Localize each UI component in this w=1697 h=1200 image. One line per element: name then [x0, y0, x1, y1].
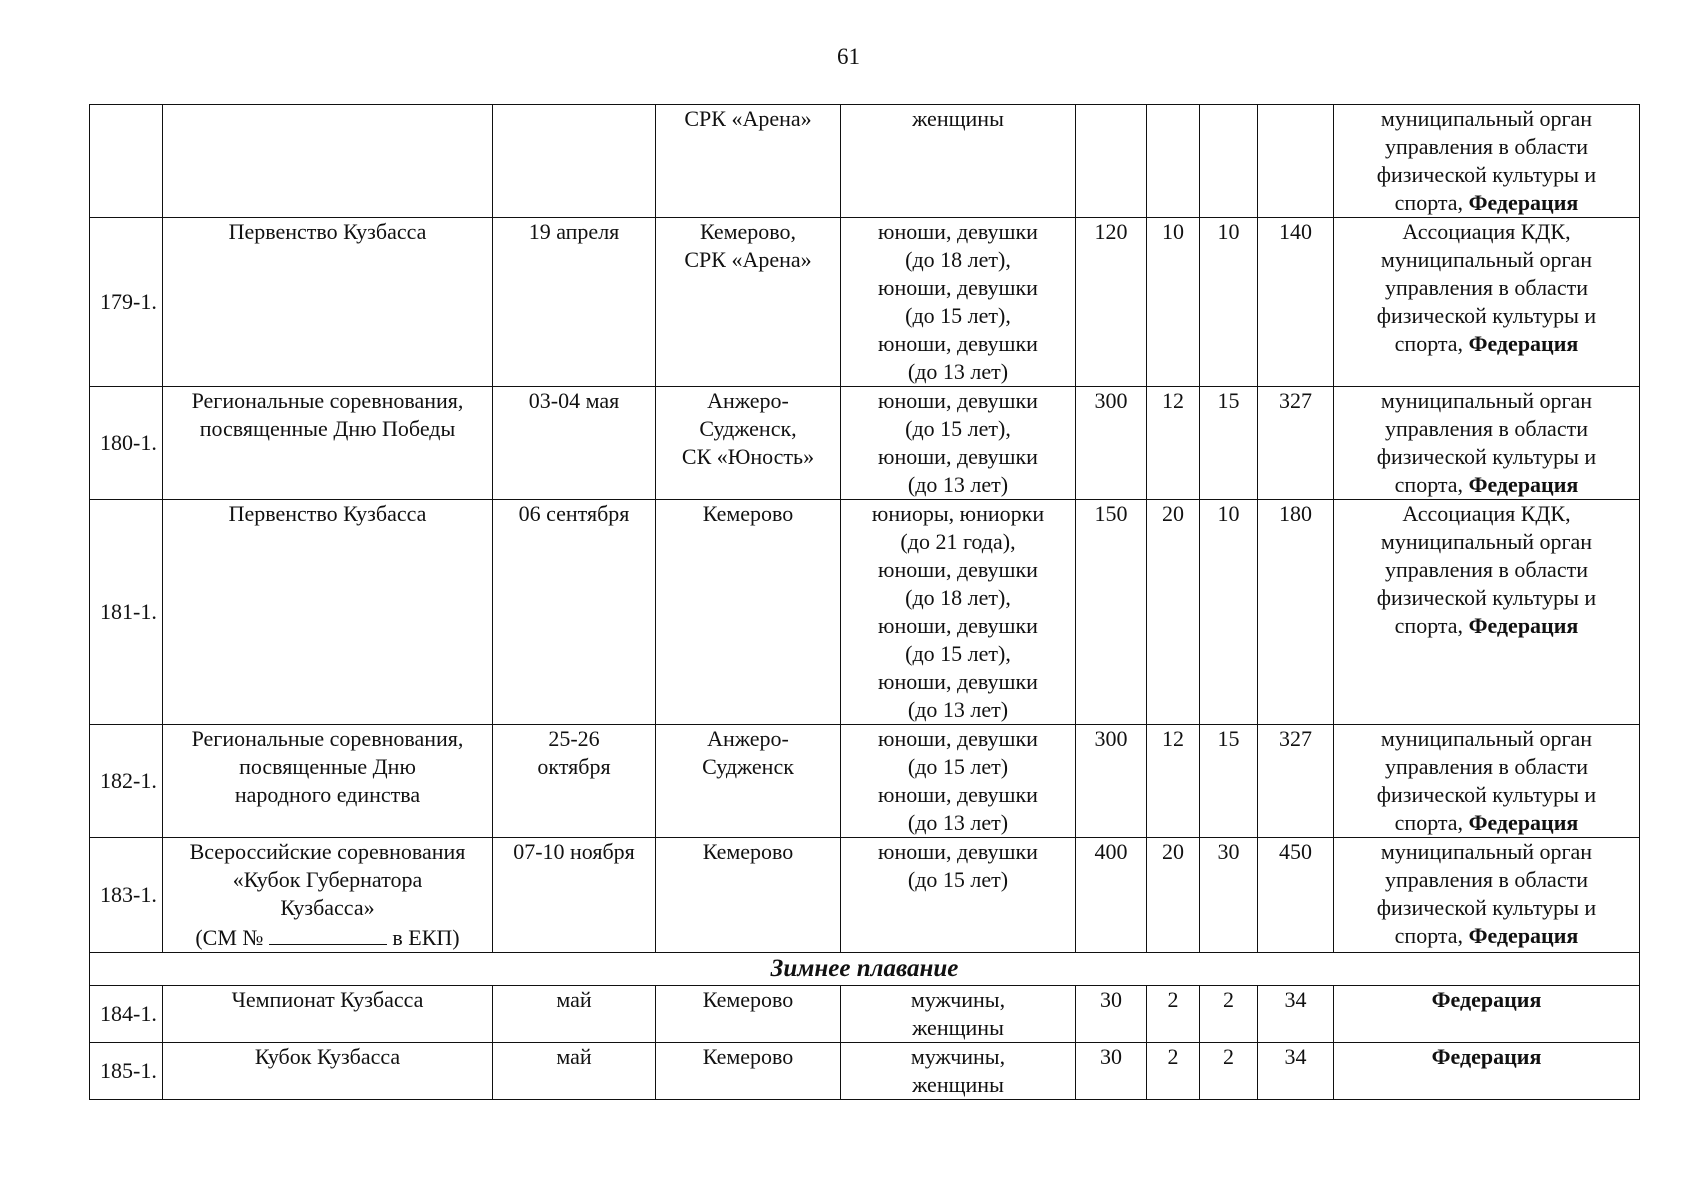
event-venue: Кемерово	[656, 500, 841, 725]
event-participants: женщины	[841, 105, 1076, 218]
count-cell	[1147, 105, 1200, 218]
event-name: Первенство Кузбасса	[163, 218, 493, 387]
count-cell: 34	[1258, 986, 1334, 1043]
count-cell: 30	[1076, 1043, 1147, 1100]
row-number: 184-1.	[90, 986, 163, 1043]
count-cell: 10	[1147, 218, 1200, 387]
event-name: Чемпионат Кузбасса	[163, 986, 493, 1043]
count-cell: 30	[1076, 986, 1147, 1043]
table-row	[90, 500, 1640, 725]
count-cell: 12	[1147, 387, 1200, 500]
event-name: Кубок Кузбасса	[163, 1043, 493, 1100]
event-organizer	[1334, 218, 1640, 387]
event-venue: Кемерово	[656, 1043, 841, 1100]
organizer-text: Ассоциация КДК, муниципальный орган управления в области физической культуры и спорта,	[1376, 219, 1597, 356]
organizer-text: муниципальный орган управления в области физической культуры и спорта,	[1376, 839, 1597, 948]
event-name	[163, 838, 493, 953]
organizer-federation: Федерация	[1468, 331, 1579, 356]
count-cell: 327	[1258, 725, 1334, 838]
count-cell: 300	[1076, 387, 1147, 500]
event-participants: юниоры, юниорки (до 21 года), юноши, девушки (до 18 лет), юноши, девушки (до 15 лет), юноши, девушки (до 13 лет)	[841, 500, 1076, 725]
organizer-text: Ассоциация КДК, муниципальный орган управления в области физической культуры и спорта,	[1376, 501, 1597, 638]
count-cell: 300	[1076, 725, 1147, 838]
count-cell: 400	[1076, 838, 1147, 953]
count-cell: 450	[1258, 838, 1334, 953]
count-cell: 2	[1200, 986, 1258, 1043]
event-venue: Кемерово	[656, 986, 841, 1043]
row-number: 181-1.	[90, 500, 163, 725]
count-cell: 15	[1200, 725, 1258, 838]
event-organizer	[1334, 500, 1640, 725]
event-participants: юноши, девушки (до 15 лет), юноши, девушки (до 13 лет)	[841, 387, 1076, 500]
organizer-federation: Федерация	[1468, 810, 1579, 835]
row-number: 182-1.	[90, 725, 163, 838]
event-name	[163, 105, 493, 218]
section-title: Зимнее плавание	[90, 953, 1640, 986]
count-cell: 2	[1147, 986, 1200, 1043]
count-cell	[1258, 105, 1334, 218]
count-cell: 12	[1147, 725, 1200, 838]
table-row	[90, 986, 1640, 1043]
organizer-federation: Федерация	[1468, 190, 1579, 215]
count-cell: 20	[1147, 838, 1200, 953]
row-number: 180-1.	[90, 387, 163, 500]
count-cell: 140	[1258, 218, 1334, 387]
organizer-federation: Федерация	[1468, 923, 1579, 948]
event-date: 03-04 мая	[493, 387, 656, 500]
count-cell	[1200, 105, 1258, 218]
sm-prefix: (СМ №	[195, 925, 269, 950]
event-venue: Анжеро- Судженск, СК «Юность»	[656, 387, 841, 500]
table-row	[90, 1043, 1640, 1100]
count-cell: 2	[1147, 1043, 1200, 1100]
organizer-text: муниципальный орган управления в области физической культуры и спорта,	[1376, 726, 1597, 835]
event-participants: мужчины, женщины	[841, 986, 1076, 1043]
event-date: 07-10 ноября	[493, 838, 656, 953]
event-name-line: Кузбасса»	[280, 895, 375, 920]
count-cell: 15	[1200, 387, 1258, 500]
table-row	[90, 838, 1640, 953]
event-venue: СРК «Арена»	[656, 105, 841, 218]
organizer-federation: Федерация	[1431, 987, 1542, 1012]
organizer-federation: Федерация	[1468, 613, 1579, 638]
sm-number-blank	[269, 922, 387, 945]
event-date: 25-26 октября	[493, 725, 656, 838]
event-organizer	[1334, 387, 1640, 500]
row-number	[90, 105, 163, 218]
table-row	[90, 218, 1640, 387]
event-name: Региональные соревнования, посвященные Дню народного единства	[163, 725, 493, 838]
organizer-text: муниципальный орган управления в области физической культуры и спорта,	[1376, 106, 1597, 215]
table-row	[90, 725, 1640, 838]
count-cell: 180	[1258, 500, 1334, 725]
sm-ekp-line	[167, 922, 488, 952]
count-cell: 327	[1258, 387, 1334, 500]
event-date: 19 апреля	[493, 218, 656, 387]
event-date: 06 сентября	[493, 500, 656, 725]
table-row	[90, 387, 1640, 500]
event-name-line: «Кубок Губернатора	[232, 867, 423, 892]
event-date	[493, 105, 656, 218]
count-cell: 10	[1200, 218, 1258, 387]
page-number: 61	[837, 44, 860, 69]
row-number: 183-1.	[90, 838, 163, 953]
count-cell: 150	[1076, 500, 1147, 725]
event-date: май	[493, 986, 656, 1043]
organizer-federation: Федерация	[1468, 472, 1579, 497]
sm-suffix: в ЕКП)	[386, 925, 460, 950]
organizer-text: муниципальный орган управления в области физической культуры и спорта,	[1376, 388, 1597, 497]
event-venue: Анжеро- Судженск	[656, 725, 841, 838]
table-row	[90, 105, 1640, 218]
event-name-line: Всероссийские соревнования	[189, 839, 466, 864]
event-participants: мужчины, женщины	[841, 1043, 1076, 1100]
row-number: 179-1.	[90, 218, 163, 387]
section-header-row	[90, 953, 1640, 986]
organizer-federation: Федерация	[1431, 1044, 1542, 1069]
event-name: Региональные соревнования, посвященные Дню Победы	[163, 387, 493, 500]
count-cell: 20	[1147, 500, 1200, 725]
event-venue: Кемерово, СРК «Арена»	[656, 218, 841, 387]
event-organizer	[1334, 725, 1640, 838]
event-participants: юноши, девушки (до 15 лет) юноши, девушки (до 13 лет)	[841, 725, 1076, 838]
count-cell: 2	[1200, 1043, 1258, 1100]
events-table	[89, 104, 1640, 1100]
count-cell: 30	[1200, 838, 1258, 953]
event-participants: юноши, девушки (до 18 лет), юноши, девушки (до 15 лет), юноши, девушки (до 13 лет)	[841, 218, 1076, 387]
count-cell	[1076, 105, 1147, 218]
count-cell: 34	[1258, 1043, 1334, 1100]
event-organizer	[1334, 1043, 1640, 1100]
row-number: 185-1.	[90, 1043, 163, 1100]
event-venue: Кемерово	[656, 838, 841, 953]
event-date: май	[493, 1043, 656, 1100]
event-organizer	[1334, 838, 1640, 953]
count-cell: 10	[1200, 500, 1258, 725]
event-organizer	[1334, 105, 1640, 218]
count-cell: 120	[1076, 218, 1147, 387]
event-name: Первенство Кузбасса	[163, 500, 493, 725]
event-organizer	[1334, 986, 1640, 1043]
event-participants: юноши, девушки (до 15 лет)	[841, 838, 1076, 953]
